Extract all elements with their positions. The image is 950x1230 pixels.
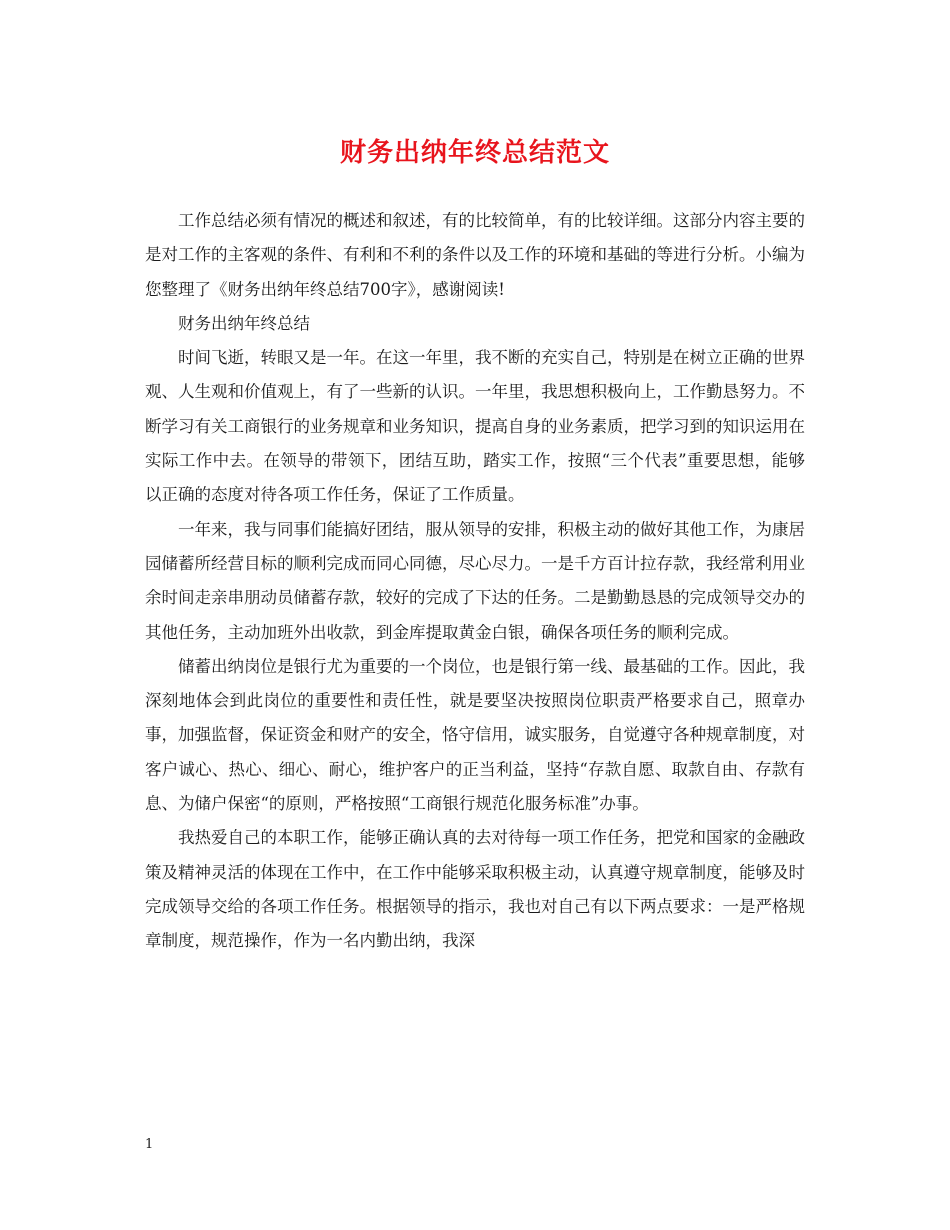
page-number: 1 — [145, 1137, 154, 1152]
paragraph-subtitle: 财务出纳年终总结 — [178, 313, 310, 333]
paragraph-4: 我热爱自己的本职工作，能够正确认真的去对待每一项工作任务，把党和国家的金融政策及精神灵活的体现在工作中，在工作中能够采取积极主动，认真遵守规章制度，能够及时完成领导交给的各项工作任务。根据领导的指示，我也对自己有以下两点要求：一是严格规章制度，规范操作，作为一名内勤出纳，我深 — [145, 828, 805, 951]
paragraph-2: 一年来，我与同事们能搞好团结，服从领导的安排，积极主动的做好其他工作，为康居园储蓄所经营目标的顺利完成而同心同德，尽心尽力。一是千方百计拉存款，我经常利用业余时间走亲串朋动员储蓄存款，较好的完成了下达的任务。二是勤勤恳恳的完成领导交办的其他任务，主动加班外出收款，到金库提取黄金白银，确保各项任务的顺利完成。 — [145, 519, 805, 642]
document-title: 财务出纳年终总结范文 — [339, 138, 610, 168]
paragraph-intro: 工作总结必须有情况的概述和叙述，有的比较简单，有的比较详细。这部分内容主要的是对工作的主客观的条件、有利和不利的条件以及工作的环境和基础的等进行分析。小编为您整理了《财务出纳年终总结700字》，感谢阅读! — [145, 211, 805, 299]
document-body — [145, 204, 805, 959]
paragraph-1: 时间飞逝，转眼又是一年。在这一年里，我不断的充实自己，特别是在树立正确的世界观、人生观和价值观上，有了一些新的认识。一年里，我思想积极向上，工作勤恳努力。不断学习有关工商银行的业务规章和业务知识，提高自身的业务素质，把学习到的知识运用在实际工作中去。在领导的带领下，团结互助，踏实工作，按照“三个代表”重要思想，能够以正确的态度对待各项工作任务，保证了工作质量。 — [145, 348, 805, 505]
paragraph-3: 储蓄出纳岗位是银行尤为重要的一个岗位，也是银行第一线、最基础的工作。因此，我深刻地体会到此岗位的重要性和责任性，就是要坚决按照岗位职责严格要求自己，照章办事，加强监督，保证资金和财产的安全，恪守信用，诚实服务，自觉遵守各种规章制度，对客户诚心、热心、细心、耐心，维护客户的正当利益，坚持“存款自愿、取款自由、存款有息、为储户保密“的原则，严格按照“工商银行规范化服务标准”办事。 — [145, 656, 805, 814]
